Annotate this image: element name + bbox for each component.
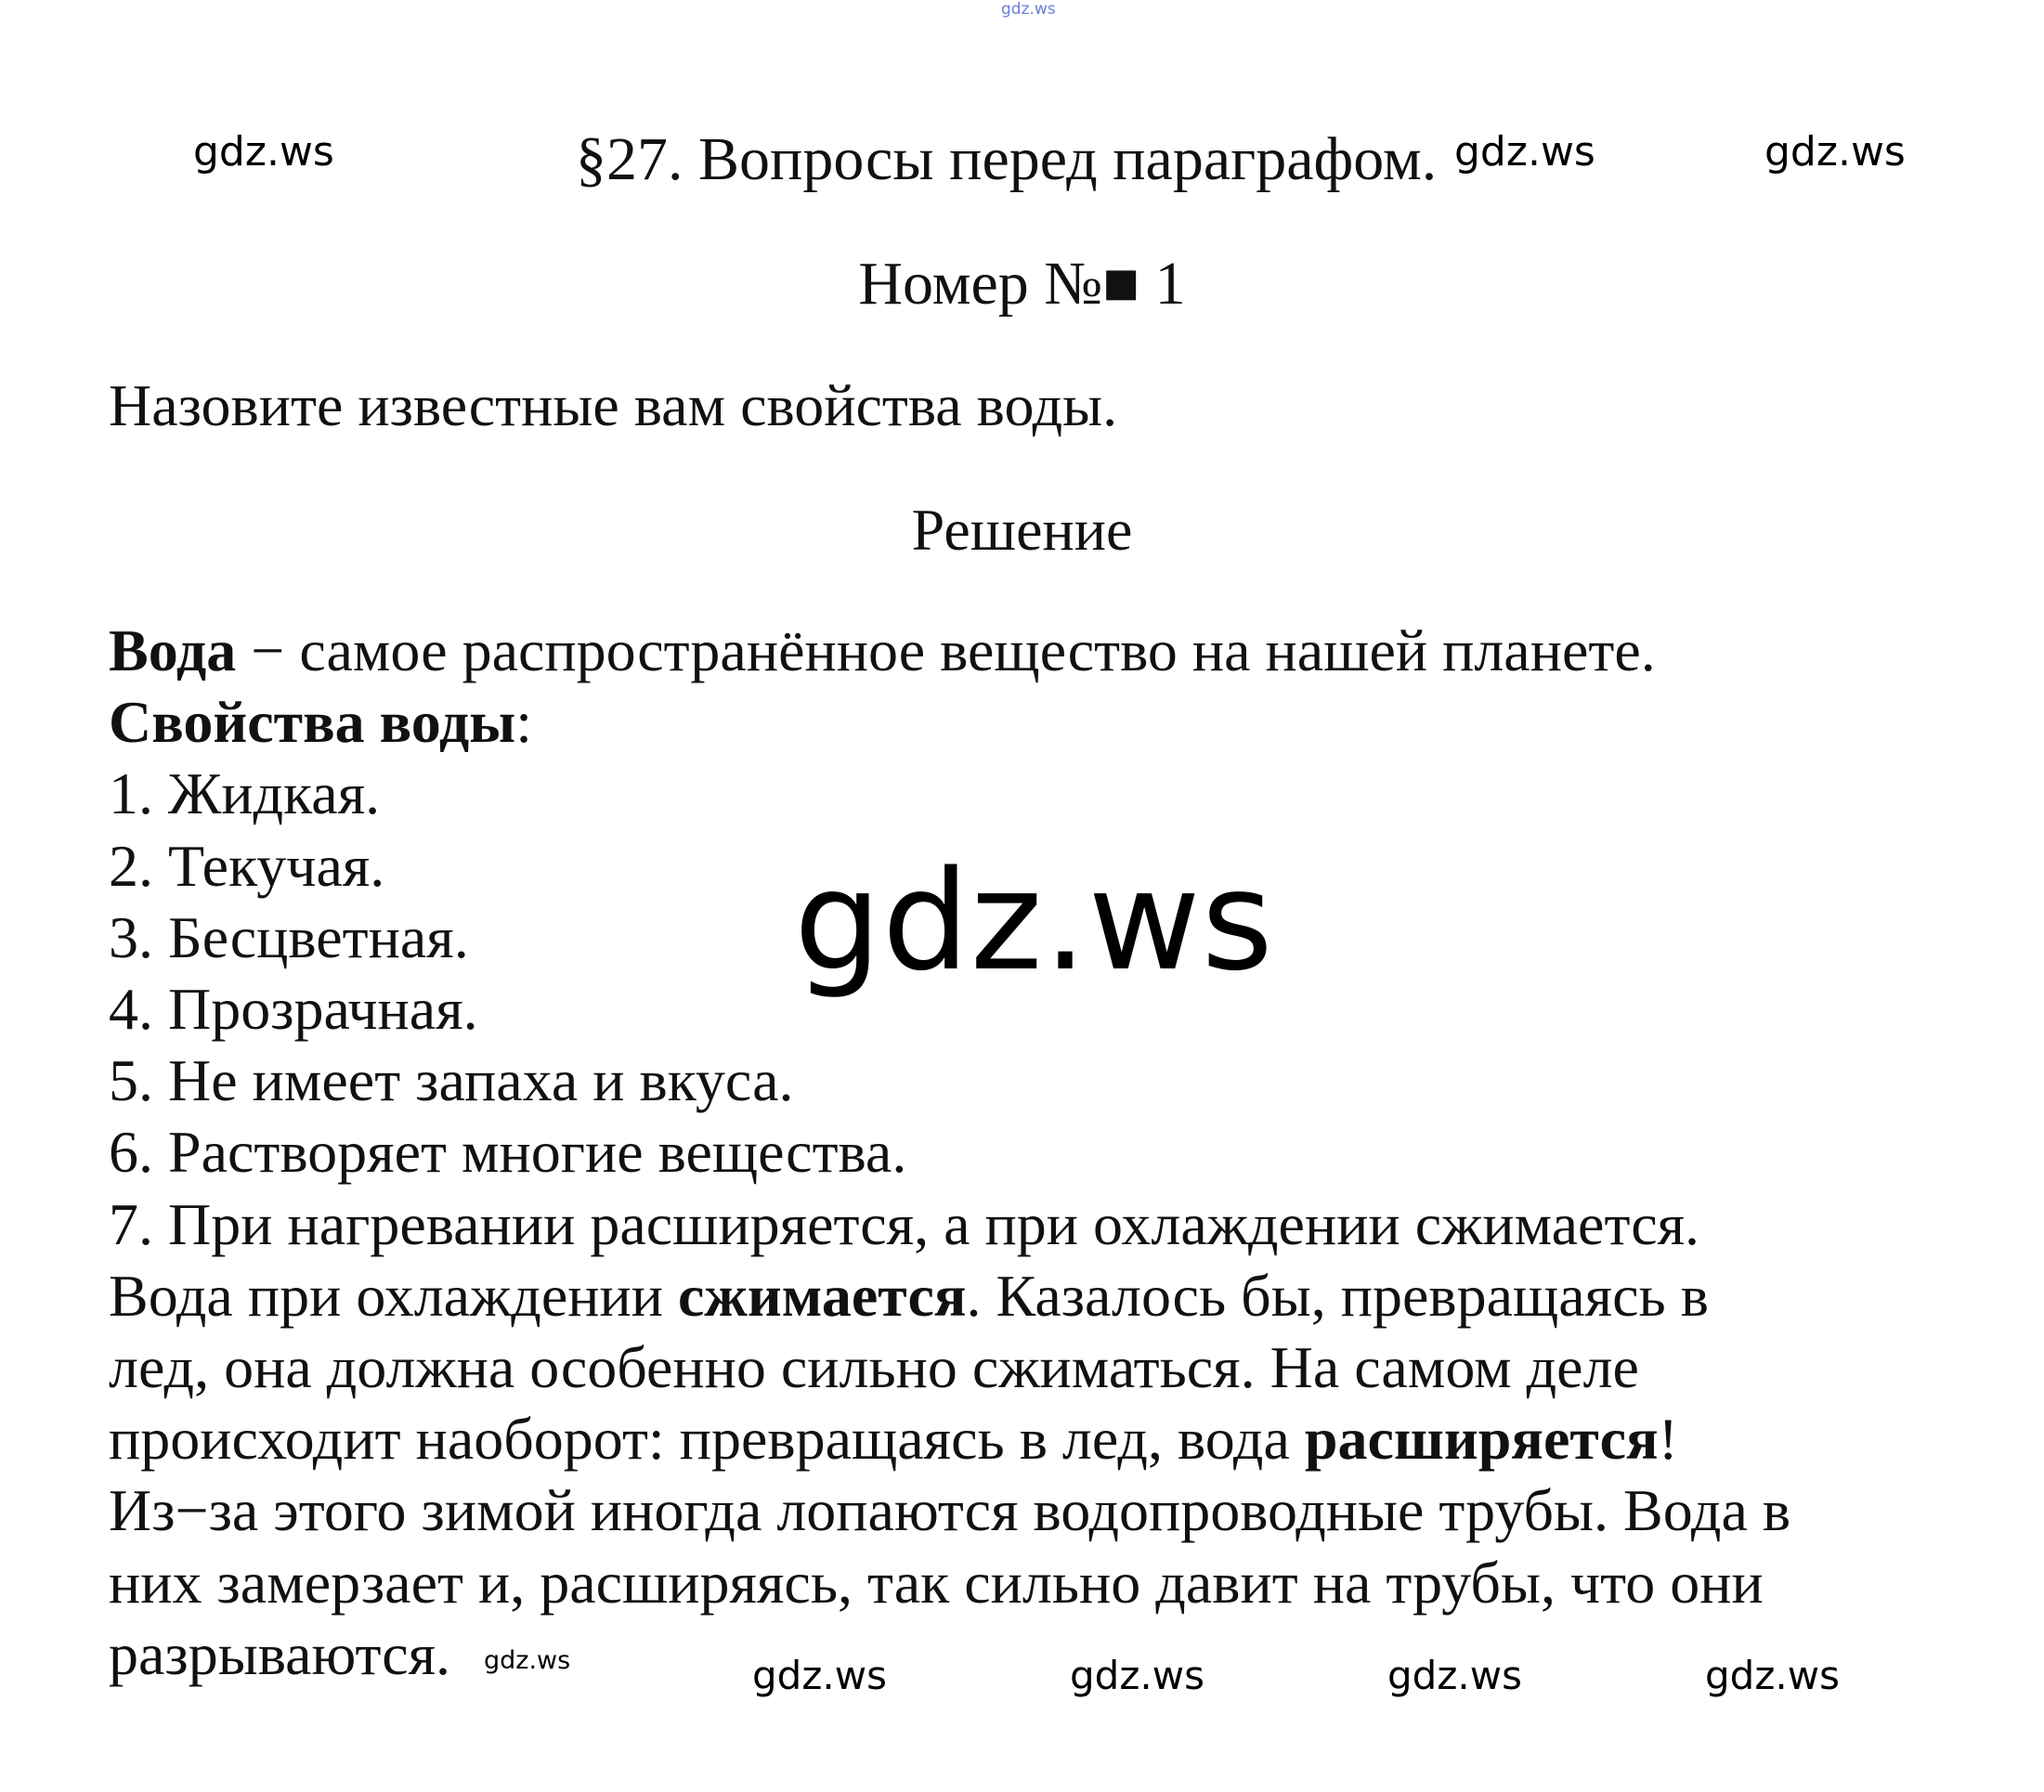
explanation-line: лед, она должна особенно сильно сжиматься. На самом деле bbox=[109, 1334, 1639, 1401]
definition-term: Вода bbox=[109, 617, 237, 683]
watermark-header-mid: gdz.ws bbox=[1454, 128, 1595, 175]
explanation-text: . Казалось бы, превращаясь в bbox=[966, 1262, 1709, 1329]
watermark-center: gdz.ws bbox=[794, 841, 1274, 1001]
definition-text: − самое распространённое вещество на нашей планете. bbox=[236, 617, 1656, 683]
watermark-bottom-2: gdz.ws bbox=[1070, 1653, 1204, 1698]
task-number: Номер №■ 1 bbox=[858, 250, 1186, 318]
explanation-line bbox=[109, 1403, 1966, 1474]
list-item: 7. При нагревании расширяется, а при охлаждении сжимается. bbox=[109, 1190, 1700, 1257]
watermark-bottom-1: gdz.ws bbox=[752, 1653, 887, 1698]
explanation-bold: расширяется bbox=[1304, 1406, 1659, 1473]
definition-line bbox=[109, 615, 1966, 686]
explanation-text: происходит наоборот: превращаясь в лед, вода bbox=[109, 1406, 1305, 1473]
page-title: §27. Вопросы перед параграфом. bbox=[576, 125, 1438, 193]
properties-heading-colon: : bbox=[515, 689, 533, 756]
solution-body bbox=[109, 615, 1966, 1690]
watermark-bottom-4: gdz.ws bbox=[1705, 1653, 1840, 1698]
task-question: Назовите известные вам свойства воды. bbox=[109, 372, 1118, 438]
watermark-header-left: gdz.ws bbox=[193, 128, 334, 175]
list-item: 6. Растворяет многие вещества. bbox=[109, 1119, 907, 1186]
watermark-top: gdz.ws bbox=[1001, 0, 1056, 19]
list-item: 3. Бесцветная. bbox=[109, 903, 469, 970]
list-item: 1. Жидкая. bbox=[109, 760, 381, 827]
list-item: 4. Прозрачная. bbox=[109, 976, 478, 1043]
properties-list bbox=[109, 758, 1966, 1259]
explanation-line bbox=[109, 1260, 1966, 1331]
explanation-line: Из−за этого зимой иногда лопаются водопроводные трубы. Вода в bbox=[109, 1477, 1791, 1544]
watermark-header-right: gdz.ws bbox=[1764, 128, 1906, 175]
watermark-bottom-small: gdz.ws bbox=[484, 1646, 571, 1675]
watermark-bottom-3: gdz.ws bbox=[1387, 1653, 1522, 1698]
explanation-line: них замерзает и, расширяясь, так сильно давит на трубы, что они bbox=[109, 1549, 1764, 1616]
solution-heading: Решение bbox=[911, 497, 1133, 563]
explanation-line: разрываются. bbox=[109, 1620, 451, 1687]
list-item: 5. Не имеет запаха и вкуса. bbox=[109, 1047, 794, 1114]
explanation-text: ! bbox=[1658, 1406, 1678, 1473]
explanation-bold: сжимается bbox=[678, 1262, 967, 1329]
explanation-text: Вода при охлаждении bbox=[109, 1262, 678, 1329]
list-item: 2. Текучая. bbox=[109, 832, 385, 899]
properties-heading-term: Свойства воды bbox=[109, 689, 516, 756]
properties-heading bbox=[109, 686, 1966, 758]
